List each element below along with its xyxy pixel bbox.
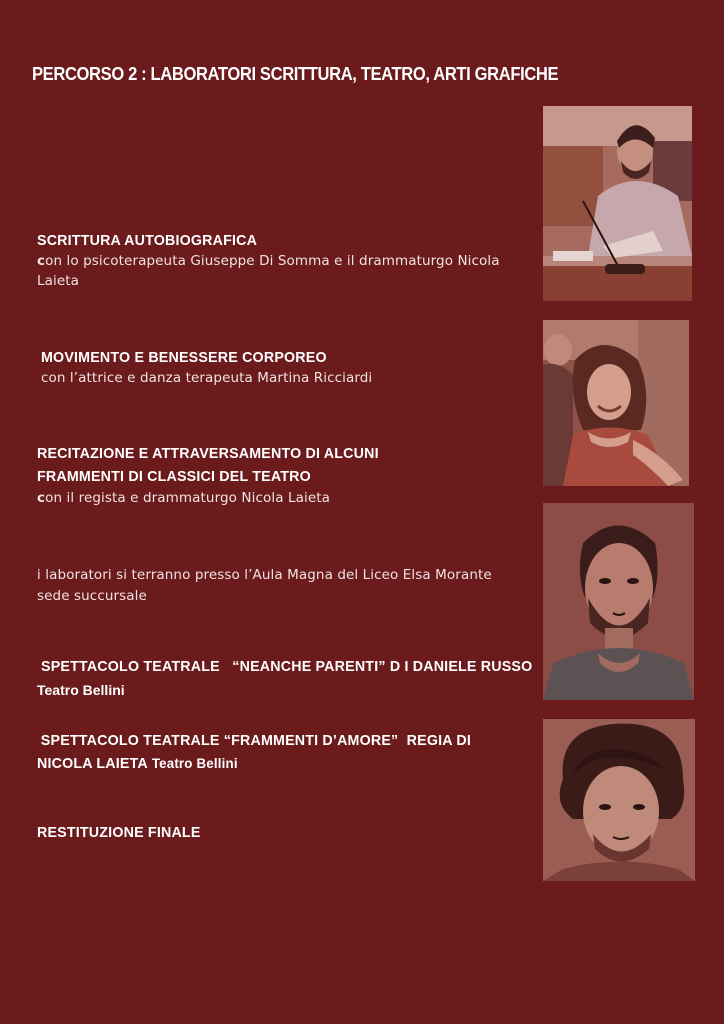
section-restituzione-finale	[37, 823, 527, 843]
section-description-text: on lo psicoterapeuta Giuseppe Di Somma e il drammaturgo Nicola Laieta	[37, 253, 500, 289]
section-heading: SPETTACOLO TEATRALE “NEANCHE PARENTI” D I DANIELE RUSSO	[41, 658, 533, 675]
section-heading: SCRITTURA AUTOBIOGRAFICA	[37, 232, 258, 249]
section-spettacolo-neanche-parenti	[41, 657, 531, 677]
section-description	[37, 251, 527, 291]
section-recitazione	[37, 442, 477, 508]
section-heading: RESTITUZIONE FINALE	[37, 824, 201, 841]
section-movimento	[41, 348, 531, 388]
section-location-note	[37, 565, 507, 607]
section-description-text: on il regista e drammaturgo Nicola Laieta	[45, 490, 330, 506]
section-scrittura-autobiografica	[37, 231, 527, 291]
section-heading	[37, 729, 493, 775]
section-description-initial: c	[37, 490, 46, 506]
section-heading-text: SPETTACOLO TEATRALE “FRAMMENTI D’AMORE” REGIA DI NICOLA LAIETA	[37, 732, 476, 772]
section-venue: Teatro Bellini	[37, 682, 125, 698]
section-description-initial: c	[37, 253, 46, 269]
section-heading: MOVIMENTO E BENESSERE CORPOREO	[41, 349, 327, 366]
section-venue: Teatro Bellini	[147, 755, 238, 771]
section-heading: RECITAZIONE E ATTRAVERSAMENTO DI ALCUNI FRAMMENTI DI CLASSICI DEL TEATRO	[37, 445, 379, 485]
photo-man-at-desk	[543, 106, 692, 301]
section-description	[37, 488, 477, 508]
photo-bearded-man	[543, 503, 694, 700]
section-spettacolo-frammenti	[37, 729, 517, 775]
photo-curly-haired-man	[543, 719, 695, 881]
location-note: i laboratori si terranno presso l’Aula Magna del Liceo Elsa Morante sede succursale	[37, 567, 492, 604]
section-description: con l’attrice e danza terapeuta Martina Ricciardi	[41, 370, 373, 386]
page-title: PERCORSO 2 : LABORATORI SCRITTURA, TEATRO, ARTI GRAFICHE	[32, 64, 559, 84]
photo-woman-smiling	[543, 320, 689, 486]
